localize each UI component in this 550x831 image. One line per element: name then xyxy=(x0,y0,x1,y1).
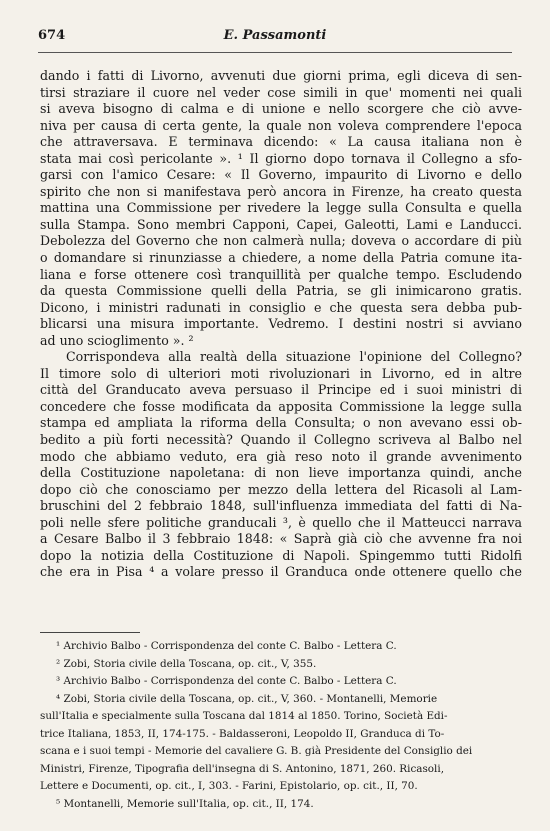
body-line: blicarsi una misura importante. Vedremo. I destini nostri si avviano xyxy=(40,316,522,332)
body-line: bedito a più forti necessità? Quando il Collegno scriveva al Balbo nel xyxy=(40,432,522,448)
body-line: dopo ciò che conosciamo per mezzo della lettera del Ricasoli al Lam- xyxy=(40,481,522,497)
body-line: modo che abbiamo veduto, era già reso noto il grande avvenimento xyxy=(40,448,522,464)
footnote-line: trice Italiana, 1853, II, 174-175. - Baldasseroni, Leopoldo II, Granduca di To- xyxy=(40,727,445,740)
body-line: città del Granducato aveva persuaso il Principe ed i suoi ministri di xyxy=(40,382,522,398)
footnote-line: ⁴ Zobi, Storia civile della Toscana, op. cit., V, 360. - Montanelli, Memorie xyxy=(56,692,438,705)
body-line: che attraversava. E terminava dicendo: « La causa italiana non è xyxy=(40,134,522,150)
body-line: da questa Commissione quelli della Patria, se gli inimicarono gratis. xyxy=(40,283,522,299)
footnotes xyxy=(40,638,522,813)
body-line: sulla Stampa. Sono membri Capponi, Capei, Galeotti, Lami e Landucci. xyxy=(40,216,522,232)
body-line: stata mai così pericolante ». ¹ Il giorno dopo tornava il Collegno a sfo- xyxy=(40,150,522,166)
page-header xyxy=(38,28,512,46)
body-line: dopo la notizia della Costituzione di Napoli. Spingemmo tutti Ridolfi xyxy=(40,547,522,563)
body-line: garsi con l'amico Cesare: « Il Governo, impaurito di Livorno e dello xyxy=(40,167,522,183)
body-line: si aveva bisogno di calma e di unione e nello scorgere che ciò avve- xyxy=(40,101,522,117)
body-line: concedere che fosse modificata da apposita Commissione la legge sulla xyxy=(40,398,522,414)
footnote-line: sull'Italia e specialmente sulla Toscana dal 1814 al 1850. Torino, Società Edi- xyxy=(40,710,448,722)
body-line: Debolezza del Governo che non calmerà nulla; doveva o accordare di più xyxy=(40,233,522,249)
body-line: liana e forse ottenere così tranquillità per qualche tempo. Escludendo xyxy=(40,266,522,282)
body-line: poli nelle sfere politiche granducali ³, è quello che il Matteucci narrava xyxy=(40,514,522,530)
header-rule xyxy=(38,52,512,53)
footnote-line: ⁵ Montanelli, Memorie sull'Italia, op. cit., II, 174. xyxy=(56,797,314,810)
body-line: spirito che non si manifestava però ancora in Firenze, ha creato questa xyxy=(40,183,522,199)
body-line: a Cesare Balbo il 3 febbraio 1848: « Saprà già ciò che avvenne fra noi xyxy=(40,531,522,547)
body-line: mattina una Commissione per rivedere la legge sulla Consulta e quella xyxy=(40,200,522,216)
body-line: che era in Pisa ⁴ a volare presso il Granduca onde ottenere quello che xyxy=(40,564,522,580)
footnote-line: scana e i suoi tempi - Memorie del cavaliere G. B. già Presidente del Consiglio dei xyxy=(40,745,473,757)
body-line: dando i fatti di Livorno, avvenuti due giorni prima, egli diceva di sen- xyxy=(40,68,522,83)
body-line: bruschini del 2 febbraio 1848, sull'influenza immediata del fatti di Na- xyxy=(40,498,522,514)
footnote-line: ¹ Archivio Balbo - Corrispondenza del conte C. Balbo - Lettera C. xyxy=(56,640,397,652)
body-line: stampa ed ampliata la riforma della Consulta; o non avevano essi ob- xyxy=(40,415,522,431)
running-title: E. Passamonti xyxy=(223,28,327,43)
page-number: 674 xyxy=(38,28,66,43)
footnote-rule xyxy=(40,632,140,633)
body-text xyxy=(40,68,522,581)
body-line: niva per causa di certa gente, la quale non voleva comprendere l'epoca xyxy=(40,117,522,133)
footnote-line: Ministri, Firenze, Tipografia dell'insegna di S. Antonino, 1871, 260. Ricasoli, xyxy=(40,762,445,775)
body-line: o domandare si rinunziasse a chiedere, a nome della Patria comune ita- xyxy=(40,250,522,266)
body-line: della Costituzione napoletana: di non lieve importanza quindi, anche xyxy=(40,465,522,481)
footnote-line: ³ Archivio Balbo - Corrispondenza del conte C. Balbo - Lettera C. xyxy=(56,675,397,687)
body-line: Corrispondeva alla realtà della situazione l'opinione del Collegno? xyxy=(66,349,522,365)
body-line: Il timore solo di ulteriori moti rivoluzionari in Livorno, ed in altre xyxy=(40,365,522,381)
body-line: tirsi straziare il cuore nel veder cose simili in que' momenti nei quali xyxy=(40,84,522,100)
footnote-line: Lettere e Documenti, op. cit., I, 303. - Farini, Epistolario, op. cit., II, 70. xyxy=(40,780,418,792)
body-line: Dicono, i ministri radunati in consiglio e che questa sera debba pub- xyxy=(40,299,522,315)
footnote-line: ² Zobi, Storia civile della Toscana, op. cit., V, 355. xyxy=(56,657,317,670)
body-line: ad uno scioglimento ». ² xyxy=(40,332,194,348)
